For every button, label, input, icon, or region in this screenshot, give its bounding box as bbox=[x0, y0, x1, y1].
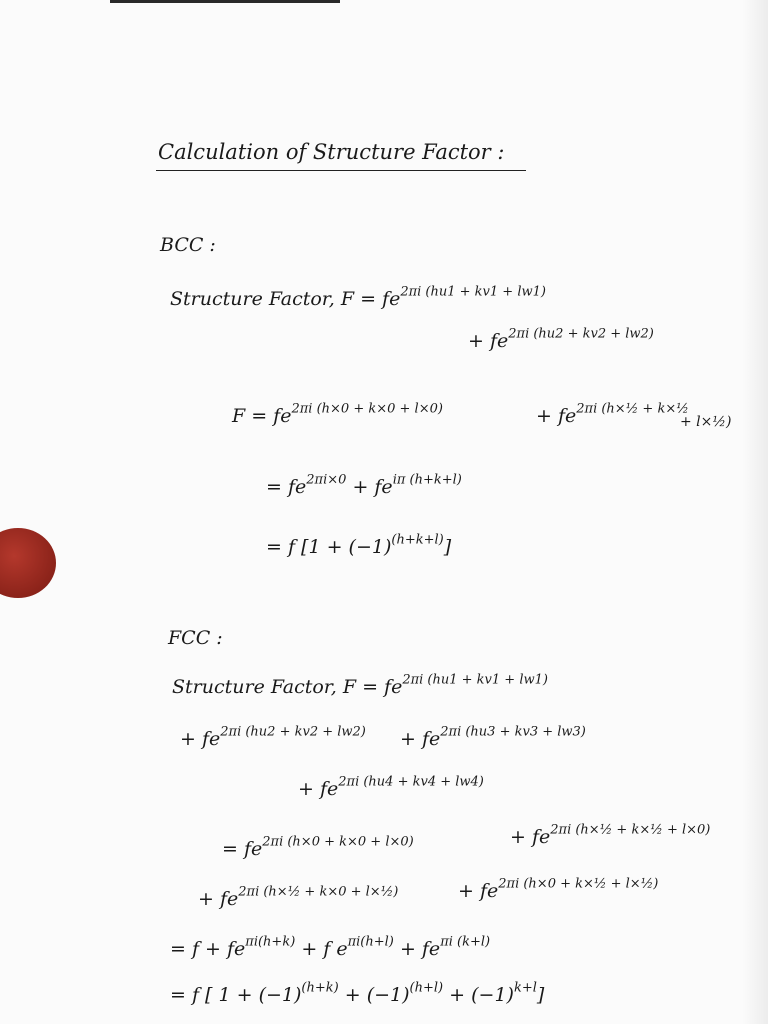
fcc-line-2-exp: 2πi (hu2 + kv2 + lw2) bbox=[220, 724, 366, 740]
fcc-line-12 bbox=[170, 980, 545, 1006]
fcc-line-5 bbox=[222, 834, 414, 860]
fcc-line-6-exp: 2πi (h×½ + k×½ + l×0) bbox=[550, 822, 711, 838]
bcc-line-2-exp: 2πi (hu2 + kv2 + lw2) bbox=[508, 326, 654, 342]
page-shadow bbox=[742, 0, 768, 1024]
fcc-line-1-base: Structure Factor, F = fe bbox=[172, 676, 403, 698]
bcc-line-7-tail: ] bbox=[443, 536, 452, 558]
fcc-line-12-exp: (h+k) bbox=[301, 980, 339, 996]
bcc-line-4-base: + fe bbox=[536, 405, 577, 427]
page-title: Calculation of Structure Factor : bbox=[158, 140, 505, 164]
fcc-line-11-exp: πi (k+l) bbox=[440, 934, 491, 950]
fcc-line-7 bbox=[198, 884, 399, 910]
fcc-line-13-exp: (h+l) bbox=[409, 980, 444, 996]
fcc-line-7-base: + fe bbox=[198, 888, 239, 910]
page-top-edge bbox=[110, 0, 340, 3]
fcc-line-9 bbox=[170, 934, 491, 960]
fcc-line-4-exp: 2πi (hu4 + kv4 + lw4) bbox=[338, 774, 484, 790]
bcc-line-1-base: Structure Factor, F = fe bbox=[170, 288, 401, 310]
bcc-line-4-continuation: + l×½) bbox=[680, 414, 732, 430]
fcc-line-5-base: = fe bbox=[222, 838, 263, 860]
fcc-line-11-base: + fe bbox=[399, 938, 441, 960]
bcc-line-4 bbox=[536, 401, 689, 427]
bcc-line-3 bbox=[232, 401, 443, 427]
fcc-line-6-base: + fe bbox=[510, 826, 551, 848]
bcc-line-3-exp: 2πi (h×0 + k×0 + l×0) bbox=[291, 401, 443, 417]
fcc-line-5-exp: 2πi (h×0 + k×0 + l×0) bbox=[262, 834, 414, 850]
bcc-heading: BCC : bbox=[160, 234, 216, 256]
fcc-heading: FCC : bbox=[168, 627, 223, 649]
fcc-line-8-base: + fe bbox=[458, 880, 499, 902]
bcc-line-5-exp: 2πi×0 bbox=[306, 472, 347, 488]
fcc-line-3-exp: 2πi (hu3 + kv3 + lw3) bbox=[440, 724, 586, 740]
fcc-line-14-base: + (−1) bbox=[449, 984, 514, 1006]
fcc-line-1-exp: 2πi (hu1 + kv1 + lw1) bbox=[402, 672, 548, 688]
bcc-line-2-base: + fe bbox=[468, 330, 509, 352]
fcc-line-10-exp: πi(h+l) bbox=[347, 934, 394, 950]
fcc-line-9-base: = f + fe bbox=[170, 938, 246, 960]
bcc-line-2 bbox=[468, 326, 654, 352]
fcc-line-3-base: + fe bbox=[400, 728, 441, 750]
bcc-line-4-exp: 2πi (h×½ + k×½ bbox=[576, 401, 689, 417]
fcc-line-13-base: + (−1) bbox=[344, 984, 410, 1006]
bcc-line-1 bbox=[170, 284, 546, 310]
fcc-line-10-base: + f e bbox=[301, 938, 348, 960]
bcc-line-7-base: = f [1 + (−1) bbox=[266, 536, 392, 558]
fcc-line-2-base: + fe bbox=[180, 728, 221, 750]
bcc-line-1-exp: 2πi (hu1 + kv1 + lw1) bbox=[400, 284, 546, 300]
fcc-line-4-base: + fe bbox=[298, 778, 339, 800]
fcc-line-9-exp: πi(h+k) bbox=[245, 934, 296, 950]
fcc-line-8 bbox=[458, 876, 659, 902]
fcc-line-1 bbox=[172, 672, 548, 698]
fcc-line-4 bbox=[298, 774, 484, 800]
bcc-line-6-base: + fe bbox=[352, 476, 393, 498]
bcc-line-7-exp: (h+k+l) bbox=[391, 532, 444, 548]
fcc-line-8-exp: 2πi (h×0 + k×½ + l×½) bbox=[498, 876, 659, 892]
fcc-line-14-tail: ] bbox=[536, 984, 545, 1006]
bcc-line-3-base: F = fe bbox=[232, 405, 292, 427]
bcc-line-5-base: = fe bbox=[266, 476, 307, 498]
fcc-line-2 bbox=[180, 724, 366, 750]
fcc-line-14-exp: k+l bbox=[513, 980, 537, 996]
bcc-line-7 bbox=[266, 532, 452, 558]
fcc-line-3 bbox=[400, 724, 586, 750]
fcc-line-12-base: = f [ 1 + (−1) bbox=[170, 984, 302, 1006]
fcc-line-6 bbox=[510, 822, 711, 848]
title-underline bbox=[156, 170, 526, 171]
fcc-line-7-exp: 2πi (h×½ + k×0 + l×½) bbox=[238, 884, 399, 900]
bcc-line-6-exp: iπ (h+k+l) bbox=[392, 472, 462, 488]
bcc-line-5 bbox=[266, 472, 462, 498]
ink-blot bbox=[0, 528, 56, 598]
